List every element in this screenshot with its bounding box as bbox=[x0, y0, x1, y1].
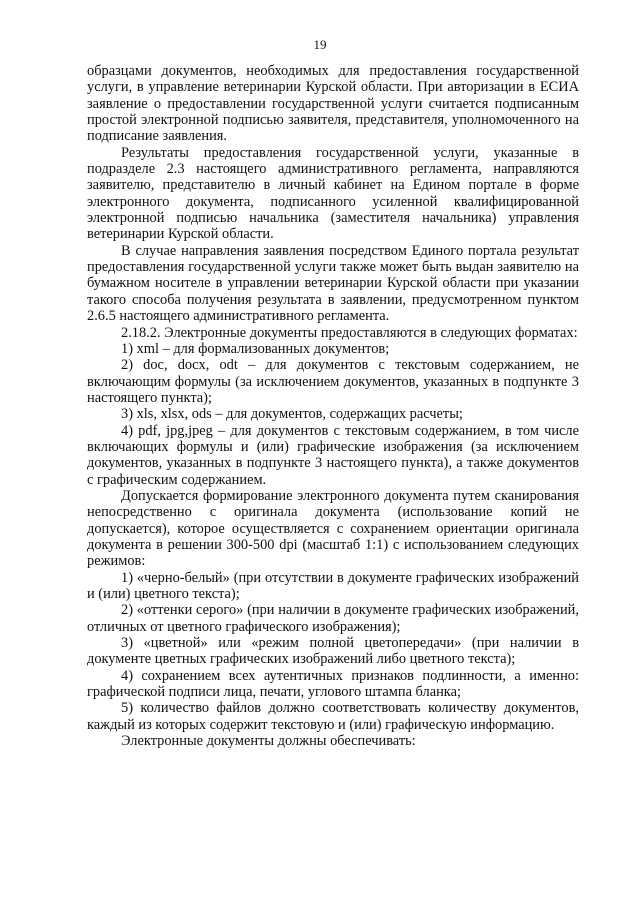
format-item-3: 3) xls, xlsx, ods – для документов, содержащих расчеты; bbox=[121, 406, 463, 423]
paragraph-paper-result: В случае направления заявления посредством Единого портала результат предоставления государственной услуги также может быть выдан заявителю на бумажном носителе в управлении ветеринарии Курской области при указании такого способа получения результата в заявлении, предусмотренном пунктом 2.6.5 настоящего административного регламента. bbox=[87, 242, 579, 325]
format-item-2: 2) doc, docx, odt – для документов с текстовым содержанием, не включающим формулы (за исключением документов, указанных в подпункте 3 настоящего пункта); bbox=[87, 357, 579, 406]
format-item-1: 1) xml – для формализованных документов; bbox=[121, 340, 390, 357]
paragraph-continuation: образцами документов, необходимых для предоставления государственной услуги, в управление ветеринарии Курской области. При авторизации в ЕСИА заявление о предоставлении государственной услуги считается подписанным простой электронной подписью заявителя, представителя, уполномоченного на подписание заявления. bbox=[87, 63, 579, 145]
paragraph-results: Результаты предоставления государственной услуги, указанные в подразделе 2.3 настоящего административного регламента, направляются заявителю, представителю в личный кабинет на Едином портале в форме электронного документа, подписанного усиленной квалифицированной электронной подписью начальника (заместителя начальника) управления ветеринарии Курской области. bbox=[87, 144, 579, 243]
scan-mode-item-4: 4) сохранением всех аутентичных признаков подлинности, а именно: графической подписи лица, печати, углового штампа бланка; bbox=[87, 667, 579, 701]
paragraph-requirements-intro: Электронные документы должны обеспечивать: bbox=[121, 733, 416, 750]
section-2-18-2-heading: 2.18.2. Электронные документы предоставляются в следующих форматах: bbox=[121, 324, 578, 341]
scan-mode-item-2: 2) «оттенки серого» (при наличии в документе графических изображений, отличных от цветного графического изображения); bbox=[87, 602, 579, 635]
format-item-4: 4) pdf, jpg,jpeg – для документов с текстовым содержанием, в том числе включающих формулы и (или) графические изображения (за исключением документов, указанных в подпункте 3 настоящего пункта), а также документов с графическим содержанием. bbox=[87, 422, 579, 488]
scan-mode-item-5: 5) количество файлов должно соответствовать количеству документов, каждый из которых содержит текстовую и (или) графическую информацию. bbox=[87, 700, 579, 733]
paragraph-scanning: Допускается формирование электронного документа путем сканирования непосредственно с оригинала документа (использование копий не допускается), которое осуществляется с сохранением ориентации оригинала документа в решении 300-500 dpi (масштаб 1:1) с использованием следующих режимов: bbox=[87, 487, 579, 570]
page-number: 19 bbox=[313, 37, 327, 52]
scan-mode-item-3: 3) «цветной» или «режим полной цветопередачи» (при наличии в документе цветных графических изображений либо цветного текста); bbox=[87, 635, 579, 668]
document-body bbox=[87, 63, 579, 749]
scan-mode-item-1: 1) «черно-белый» (при отсутствии в документе графических изображений и (или) цветного текста); bbox=[87, 569, 579, 602]
